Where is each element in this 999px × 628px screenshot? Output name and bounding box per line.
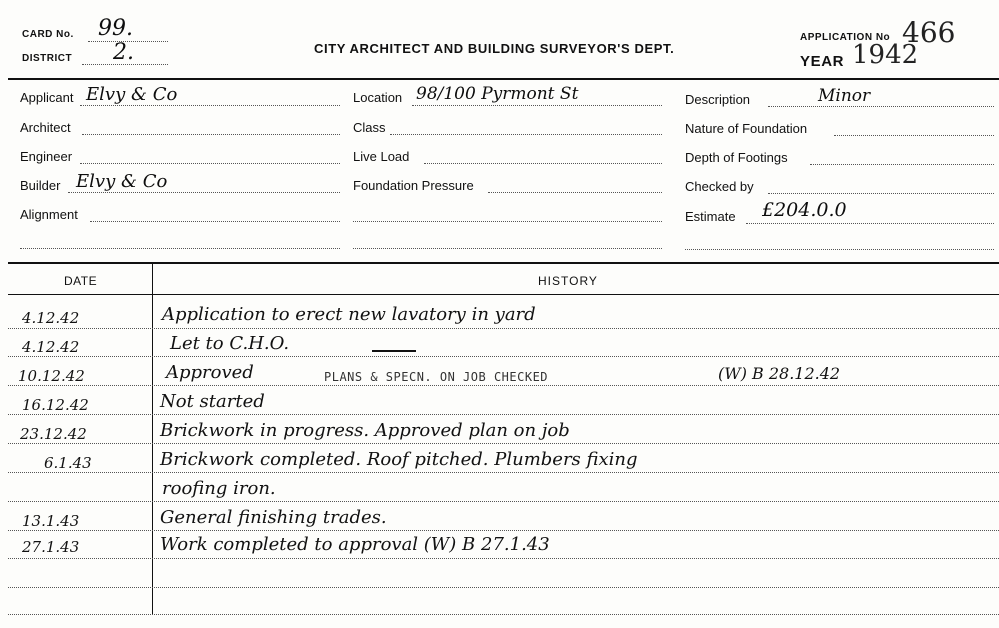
history-date: 16.12.42 bbox=[22, 396, 89, 414]
alignment-line bbox=[90, 221, 340, 222]
history-date: 23.12.42 bbox=[20, 425, 87, 443]
depth-footings-line bbox=[810, 164, 994, 165]
mid-extra-line-1 bbox=[353, 221, 662, 222]
foundation-pressure-line bbox=[488, 192, 662, 193]
alignment-label: Alignment bbox=[20, 207, 78, 222]
description-value: Minor bbox=[818, 86, 871, 106]
date-column-divider bbox=[152, 263, 153, 615]
builder-line bbox=[68, 192, 340, 193]
history-date: 4.12.42 bbox=[22, 309, 80, 327]
engineer-label: Engineer bbox=[20, 149, 73, 164]
history-date: 10.12.42 bbox=[18, 367, 85, 385]
estimate-label: Estimate bbox=[685, 209, 736, 224]
history-text: General finishing trades. bbox=[160, 507, 387, 528]
live-load-label: Live Load bbox=[353, 149, 410, 164]
row-line bbox=[8, 328, 999, 329]
history-signature: (W) B 28.12.42 bbox=[718, 364, 841, 383]
date-header: DATE bbox=[64, 274, 98, 288]
underline-stroke bbox=[372, 350, 416, 352]
history-text: Not started bbox=[160, 391, 265, 412]
district-label: DISTRICT bbox=[22, 53, 73, 64]
row-line bbox=[8, 587, 999, 588]
nature-foundation-line bbox=[834, 135, 994, 136]
applicant-line bbox=[80, 105, 340, 106]
applicant-label: Applicant bbox=[20, 90, 74, 105]
row-line bbox=[8, 385, 999, 386]
row-line bbox=[8, 414, 999, 415]
builder-label: Builder bbox=[20, 178, 61, 193]
card-no-label: CARD No. bbox=[22, 29, 74, 40]
row-line bbox=[8, 356, 999, 357]
estimate-value: £204.0.0 bbox=[762, 199, 847, 221]
checked-by-label: Checked by bbox=[685, 179, 754, 194]
history-date: 4.12.42 bbox=[22, 338, 80, 356]
row-line bbox=[8, 443, 999, 444]
history-header: HISTORY bbox=[538, 274, 598, 288]
row-line bbox=[8, 614, 999, 615]
row-line bbox=[8, 558, 999, 559]
nature-foundation-label: Nature of Foundation bbox=[685, 121, 808, 136]
stamp-text: PLANS & SPECN. ON JOB CHECKED bbox=[324, 370, 549, 384]
district-value: 2. bbox=[113, 40, 134, 65]
architect-label: Architect bbox=[20, 120, 71, 135]
application-label: APPLICATION No bbox=[800, 32, 891, 43]
description-line bbox=[768, 106, 994, 107]
applicant-value: Elvy & Co bbox=[86, 84, 178, 105]
row-line bbox=[8, 472, 999, 473]
description-label: Description bbox=[685, 92, 751, 107]
foundation-pressure-label: Foundation Pressure bbox=[353, 178, 474, 193]
history-top-rule bbox=[8, 262, 999, 264]
right-extra-line bbox=[685, 249, 994, 250]
mid-extra-line-2 bbox=[353, 248, 662, 249]
checked-by-line bbox=[768, 193, 994, 194]
location-line bbox=[412, 105, 662, 106]
history-text: Work completed to approval (W) B 27.1.43 bbox=[160, 534, 550, 555]
history-text: Brickwork in progress. Approved plan on job bbox=[160, 420, 570, 441]
depth-footings-label: Depth of Footings bbox=[685, 150, 788, 165]
row-line bbox=[8, 530, 999, 531]
header-divider bbox=[8, 78, 999, 80]
history-header-rule bbox=[8, 294, 999, 295]
row-line bbox=[8, 501, 999, 502]
year-value: 1942 bbox=[852, 40, 919, 70]
history-text: Approved bbox=[166, 362, 254, 383]
history-text: roofing iron. bbox=[162, 478, 276, 499]
page-title: CITY ARCHITECT AND BUILDING SURVEYOR'S DEPT. bbox=[314, 41, 675, 56]
location-value: 98/100 Pyrmont St bbox=[416, 84, 579, 104]
history-date: 13.1.43 bbox=[22, 512, 80, 530]
left-extra-line bbox=[20, 248, 340, 249]
location-label: Location bbox=[353, 90, 403, 105]
history-text: Brickwork completed. Roof pitched. Plumbers fixing bbox=[160, 449, 638, 470]
estimate-line bbox=[746, 223, 994, 224]
class-line bbox=[390, 134, 662, 135]
history-text: Application to erect new lavatory in yard bbox=[162, 304, 536, 325]
class-label: Class bbox=[353, 120, 386, 135]
history-date: 27.1.43 bbox=[22, 538, 80, 556]
live-load-line bbox=[424, 163, 662, 164]
history-date: 6.1.43 bbox=[44, 454, 92, 472]
application-number: 466 bbox=[902, 16, 956, 49]
year-label: YEAR bbox=[800, 53, 845, 70]
card-no-value: 99. bbox=[98, 16, 133, 41]
history-text: Let to C.H.O. bbox=[170, 333, 290, 354]
builder-value: Elvy & Co bbox=[76, 171, 168, 192]
architect-line bbox=[82, 134, 340, 135]
engineer-line bbox=[80, 163, 340, 164]
